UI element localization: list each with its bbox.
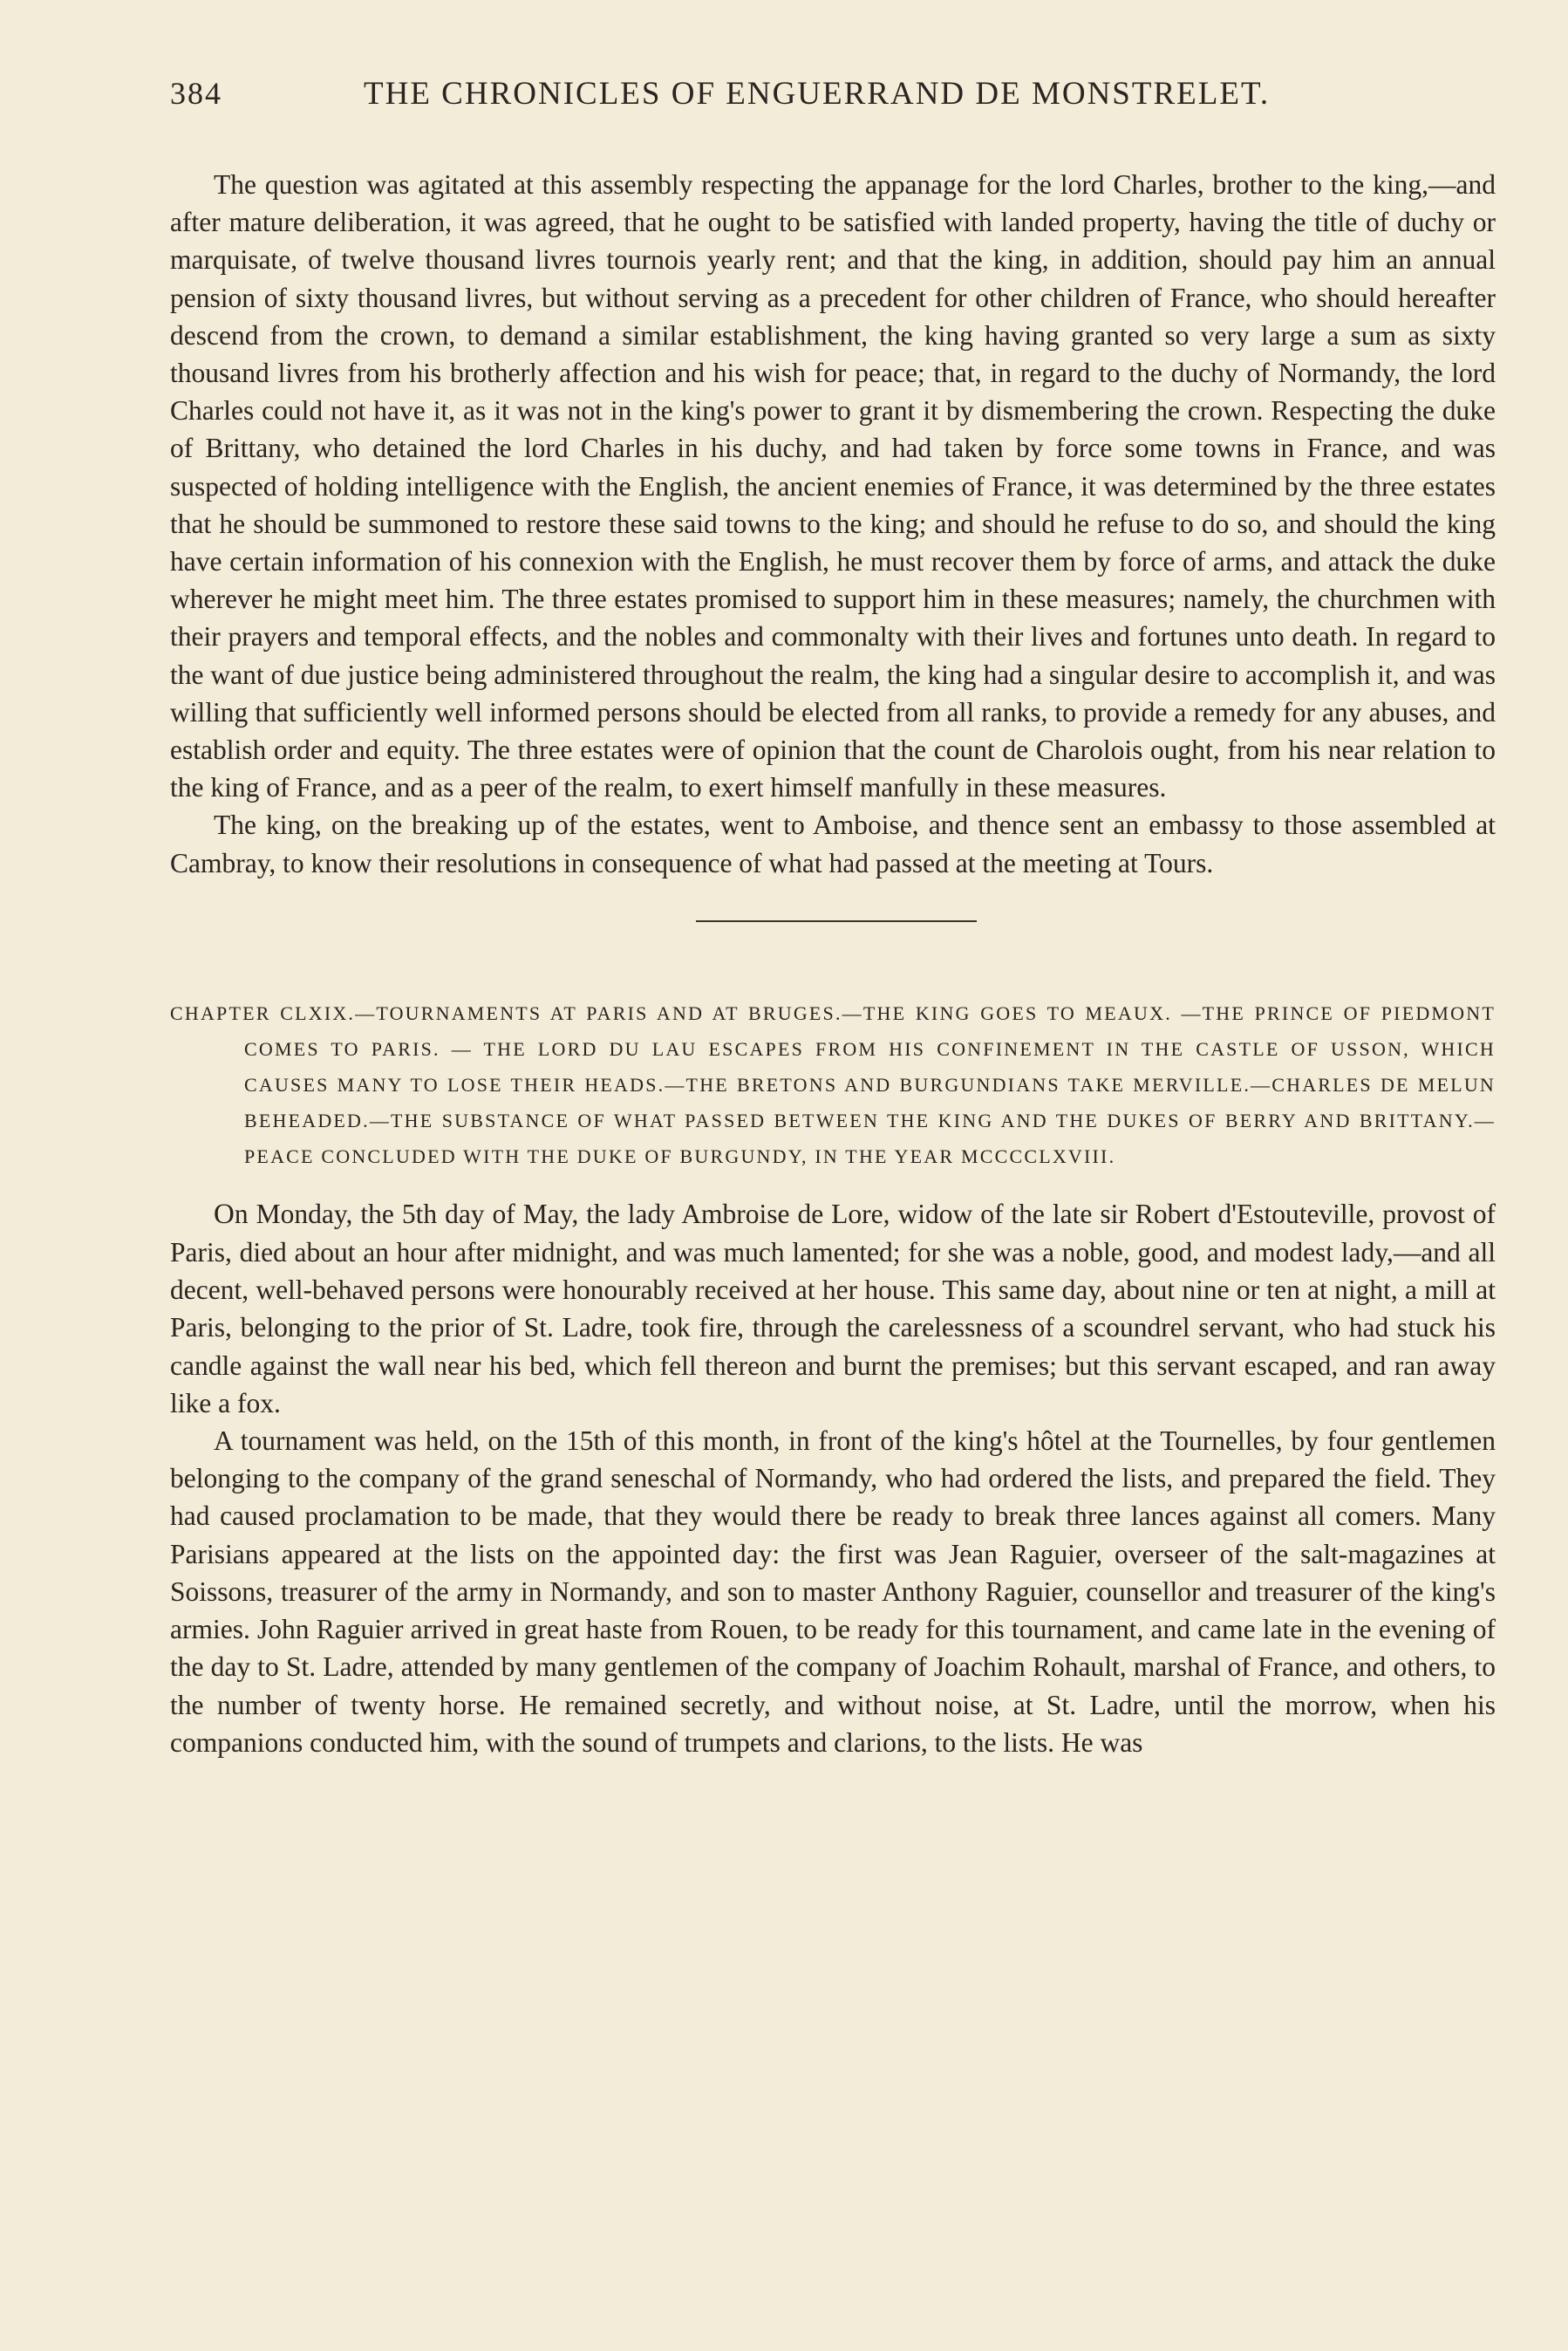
paragraph-appanage: The question was agitated at this assembly respecting the appanage for the lord Charles, brother to the king,—and after mature deliberation, it was agreed, that he ought to be satisfied with landed property, having the title of duchy or marquisate, of twelve thousand livres tournois yearly rent; and that the king, in addition, should pay him an annual pension of sixty thousand livres, but without serving as a precedent for other children of France, who should hereafter descend from the crown, to demand a similar establishment, the king having granted so very large a sum as sixty thousand livres from his brotherly affection and his wish for peace; that, in regard to the duchy of Normandy, the lord Charles could not have it, as it was not in the king's power to grant it by dismembering the crown. Respecting the duke of Brittany, who detained the lord Charles in his duchy, and had taken by force some towns in France, and was suspected of holding intelligence with the English, the ancient enemies of France, it was determined by the three estates that he should be summoned to restore these said towns to the king; and should he refuse to do so, and should the king have certain information of his connexion with the English, he must recover them by force of arms, and attack the duke wherever he might meet him. The three estates promised to support him in these measures; namely, the churchmen with their prayers and temporal effects, and the nobles and commonalty with their lives and fortunes unto death. In regard to the want of due justice being administered throughout the realm, the king had a singular desire to accomplish it, and was willing that sufficiently well informed persons should be elected from all ranks, to provide a remedy for any abuses, and establish order and equity. The three estates were of opinion that the count de Charolois ought, from his near relation to the king of France, and as a peer of the realm, to exert himself manfully in these measures. [170,169,1496,803]
running-head [170,68,1496,120]
page-number: 384 [170,76,222,111]
running-title: THE CHRONICLES OF ENGUERRAND DE MONSTRELET. [364,76,1271,112]
paragraph-ambroise-de-lore: On Monday, the 5th day of May, the lady Ambroise de Lore, widow of the late sir Robert d'Estouteville, provost of Paris, died about an hour after midnight, and was much lamented; for she was a noble, good, and modest lady,—and all decent, well-behaved persons were honourably received at her house. This same day, about nine or ten at night, a mill at Paris, belonging to the prior of St. Ladre, took fire, through the carelessness of a scoundrel servant, who had stuck his candle against the wall near his bed, which fell thereon and burnt the premises; but this servant escaped, and ran away like a fox. [170,1198,1496,1418]
paragraph-tournament: A tournament was held, on the 15th of this month, in front of the king's hôtel at the Tournelles, by four gentlemen belonging to the company of the grand seneschal of Normandy, who had ordered the lists, and prepared the field. They had caused proclamation to be made, that they would there be ready to break three lances against all comers. Many Parisians appeared at the lists on the appointed day: the first was Jean Raguier, overseer of the salt-magazines at Soissons, treasurer of the army in Normandy, and son to master Anthony Raguier, counsellor and treasurer of the king's armies. John Raguier arrived in great haste from Rouen, to be ready for this tournament, and came late in the evening of the day to St. Ladre, attended by many gentlemen of the company of Joachim Rohault, marshal of France, and others, to the number of twenty horse. He remained secretly, and without noise, at St. Ladre, until the morrow, when his companions conducted him, with the sound of trumpets and clarions, to the lists. He was [170,1425,1496,1758]
section-divider [696,920,977,922]
paragraph-amboise: The king, on the breaking up of the estates, went to Amboise, and thence sent an embassy to those assembled at Cambray, to know their resolutions in consequence of what had passed at the meeting at Tours. [170,810,1496,878]
chapter-heading: CHAPTER CLXIX.—TOURNAMENTS AT PARIS AND AT BRUGES.—THE KING GOES TO MEAUX. —THE PRINCE OF PIEDMONT COMES TO PARIS. — THE LORD DU LAU ESCAPES FROM HIS CONFINEMENT IN THE CASTLE OF USSON, WHICH CAUSES MANY TO LOSE THEIR HEADS.—THE BRETONS AND BURGUNDIANS TAKE MERVILLE.—CHARLES DE MELUN BEHEADED.—THE SUBSTANCE OF WHAT PASSED BETWEEN THE KING AND THE DUKES OF BERRY AND BRITTANY.—PEACE CONCLUDED WITH THE DUKE OF BURGUNDY, IN THE YEAR MCCCCLXVIII. [170,1001,1496,1167]
book-page [170,68,1496,1761]
